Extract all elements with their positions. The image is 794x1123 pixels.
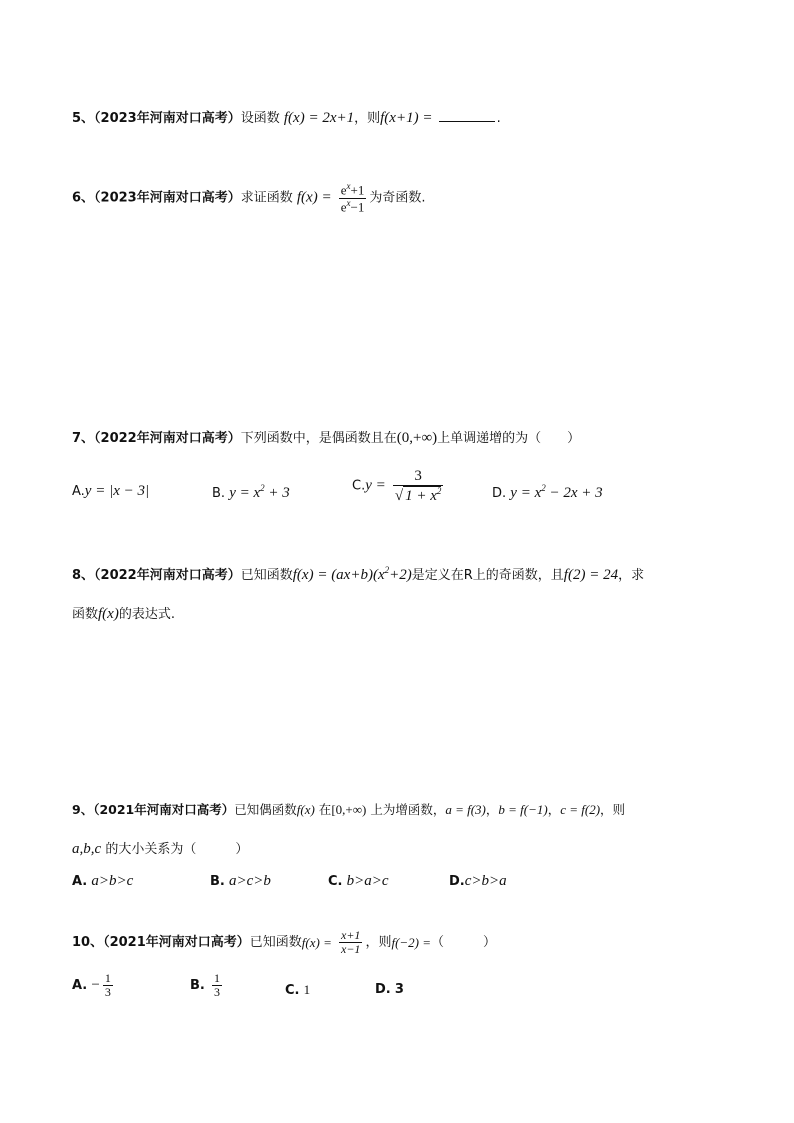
question-7 <box>72 431 580 446</box>
question-9-option-d[interactable]: D.c>b>a <box>449 873 507 889</box>
question-7-option-a[interactable]: A.y = |x − 3| <box>72 483 150 499</box>
question-7-option-c-fraction: $\frac{3}{√ 1 + x^2}$ <box>394 468 442 504</box>
question-9: 9、（2021年河南对口高考）已知偶函数f(x) 在[0,+∞) 上为增函数，a = f(3)，b = f(−1)，c = f(2)，则 <box>72 802 626 817</box>
question-5-tag: 5、（2023年河南对口高考） <box>72 111 241 126</box>
question-9-line-2: a,b,c 的大小关系为（ ） <box>72 841 249 857</box>
question-5-fask: f(x+1) = <box>380 110 433 126</box>
question-10-option-b[interactable]: B. $\frac{1}{3}$ <box>190 971 220 1000</box>
question-8: 8、（2022年河南对口高考）已知函数$f(x) = (ax+b)(x^2+2)$是定义在R上的奇函数，且f(2) = 24，求 <box>72 565 645 583</box>
question-6-fraction: $\frac{e^x+1}{e^x-1}$ <box>340 181 365 214</box>
question-7-tag: 7、（2022年河南对口高考） <box>72 431 241 446</box>
question-9-option-b[interactable]: B. a>c>b <box>210 873 271 889</box>
question-5-text: 设函数 <box>240 111 280 126</box>
question-10: 10、（2021年河南对口高考）已知函数f(x) = $\frac{x+1}{x-1}$ ，则f(−2) =（ ） <box>72 928 497 957</box>
question-7-text-b: 上单调递增的为（ ） <box>437 431 581 446</box>
question-5-fdef: f(x) = 2x+1 <box>283 110 355 126</box>
question-5-end: . <box>496 111 501 126</box>
question-10-fraction: $\frac{x+1}{x-1}$ <box>341 928 361 957</box>
question-9-option-c[interactable]: C. b>a>c <box>328 873 389 889</box>
question-10-option-a[interactable]: A. − $\frac{1}{3}$ <box>72 971 111 1000</box>
question-6-flhs: f(x) = <box>296 189 332 206</box>
question-5-text-b: ，则 <box>354 111 381 126</box>
question-6-text-b: 为奇函数. <box>369 190 426 206</box>
question-7-interval: (0,+∞) <box>396 430 438 446</box>
question-10-option-c[interactable]: C. 1 <box>285 982 311 998</box>
question-6-tag: 6、（2023年河南对口高考） <box>72 190 241 206</box>
question-8-line-2: 函数f(x)的表达式. <box>72 606 175 622</box>
question-6 <box>72 182 425 214</box>
question-9-tag: 9、（2021年河南对口高考） <box>72 802 235 817</box>
question-6-text: 求证函数 <box>240 190 293 206</box>
question-10-tag: 10、（2021年河南对口高考） <box>72 935 250 951</box>
question-5 <box>72 109 501 126</box>
question-8-text: 已知函数 <box>240 568 293 583</box>
question-9-option-a[interactable]: A. a>b>c <box>72 873 134 889</box>
question-10-option-d[interactable]: D. 3 <box>375 982 404 997</box>
question-7-option-c[interactable]: C.y = $\frac{3}{√ 1 + x^2}$ <box>352 468 442 504</box>
question-7-text: 下列函数中，是偶函数且在 <box>240 431 397 446</box>
question-7-option-d[interactable]: D. $y = x^2 - 2x + 3$ <box>492 483 603 501</box>
question-7-option-b[interactable]: B. $y = x^2 + 3$ <box>212 483 290 501</box>
answer-blank[interactable] <box>439 109 495 122</box>
question-8-tag: 8、（2022年河南对口高考） <box>72 568 241 583</box>
